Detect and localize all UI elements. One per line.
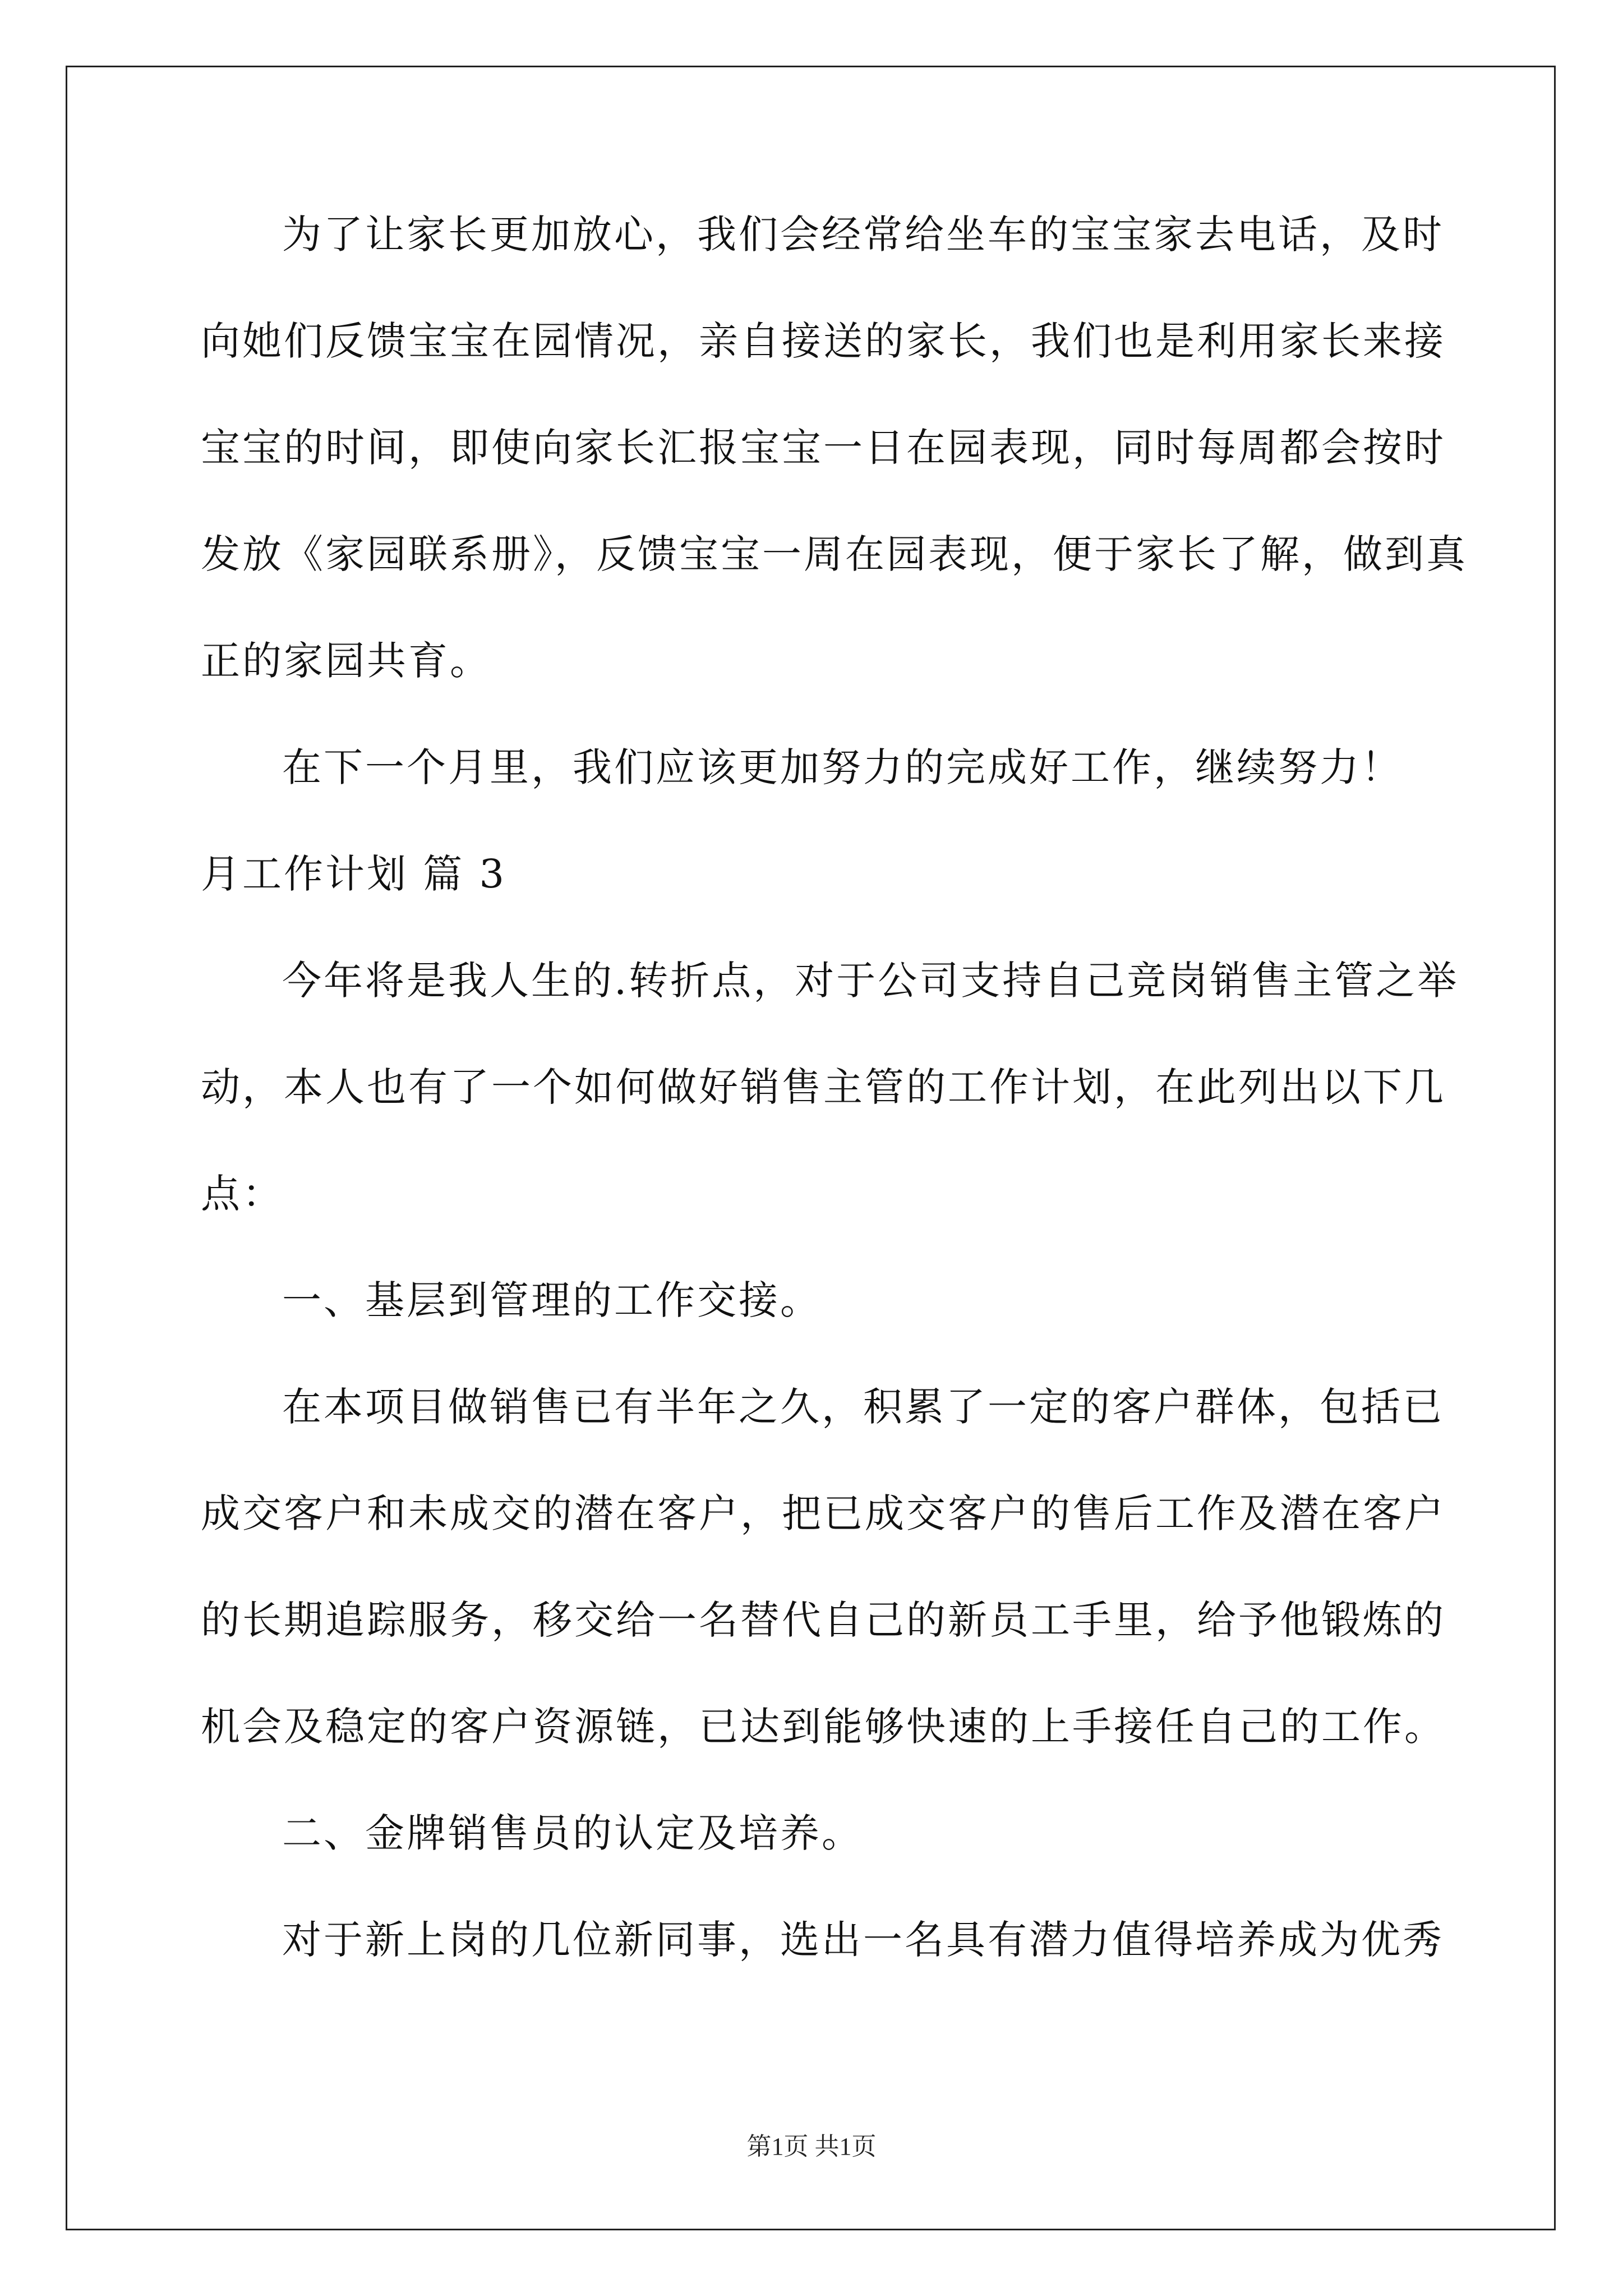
paragraph-line: 成交客户和未成交的潜在客户，把已成交客户的售后工作及潜在客户: [201, 1490, 1446, 1536]
subheading: 一、基层到管理的工作交接。: [282, 1277, 822, 1323]
paragraph-line: 的长期追踪服务，移交给一名替代自己的新员工手里，给予他锻炼的: [201, 1597, 1446, 1643]
paragraph-line: 向她们反馈宝宝在园情况，亲自接送的家长，我们也是利用家长来接: [201, 318, 1446, 364]
paragraph-line: 宝宝的时间，即使向家长汇报宝宝一日在园表现，同时每周都会按时: [201, 425, 1446, 471]
paragraph-line: 对于新上岗的几位新同事，选出一名具有潜力值得培养成为优秀: [282, 1917, 1444, 1963]
paragraph-line: 在本项目做销售已有半年之久，积累了一定的客户群体，包括已: [282, 1384, 1444, 1430]
paragraph-line: 今年将是我人生的.转折点，对于公司支持自己竞岗销售主管之举: [282, 958, 1459, 1004]
page-border: [66, 66, 1556, 2230]
paragraph-line: 动，本人也有了一个如何做好销售主管的工作计划，在此列出以下几: [201, 1064, 1446, 1110]
section-heading: 月工作计划 篇 3: [201, 851, 507, 897]
page-footer: 第1页 共1页: [746, 2133, 877, 2160]
subheading: 二、金牌销售员的认定及培养。: [282, 1810, 863, 1856]
paragraph-line: 发放《家园联系册》，反馈宝宝一周在园表现，便于家长了解，做到真: [201, 531, 1468, 577]
paragraph-line: 为了让家长更加放心，我们会经常给坐车的宝宝家去电话，及时: [282, 211, 1444, 257]
paragraph-line: 在下一个月里，我们应该更加努力的完成好工作，继续努力！: [282, 744, 1403, 790]
paragraph-line: 点：: [201, 1171, 284, 1217]
paragraph-line: 正的家园共育。: [201, 638, 491, 684]
paragraph-line: 机会及稳定的客户资源链，已达到能够快速的上手接任自己的工作。: [201, 1704, 1446, 1750]
